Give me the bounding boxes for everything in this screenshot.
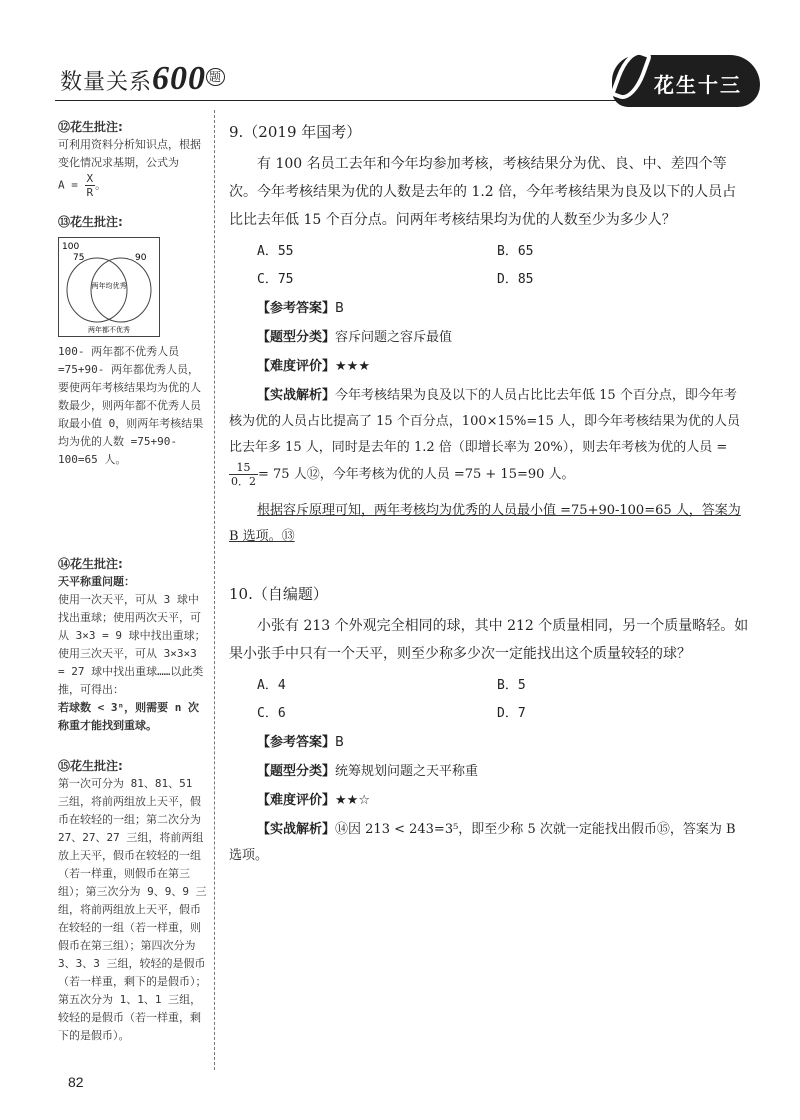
- difficulty-stars: ★★☆: [335, 793, 370, 808]
- note-title: ⑫花生批注:: [58, 120, 123, 134]
- note-subtitle: 天平称重问题：: [58, 575, 135, 588]
- answer-line: 【参考答案】B: [257, 735, 344, 750]
- note-text: 可利用资料分析知识点，根据变化情况求基期，公式为: [58, 138, 201, 169]
- venn-intersection-label: 两年均优秀: [91, 282, 127, 290]
- option-d: D．7: [497, 706, 526, 721]
- note-text: 第一次可分为 81、81、51 三组，将前两组放上天平，假币在较轻的一组；第二次分为 27、27、27 三组，将前两组放上天平，假币在较轻的一组（若一样重，则假币在第三组）；第三次分为 9、9、9 三组，将前两组放上天平，假币在较轻的一组（若一样重，则假币在第三组）；第四次分为 3、3、3 三组，较轻的是假币（若一样重，剩下的是假币）；第五次分为 1、1、1 三组，较轻的是假币（若一样重，剩下的是假币）。: [58, 777, 207, 1042]
- sidebar-notes: [58, 118, 208, 1045]
- note-bold-text: 若球数 < 3ⁿ，则需要 n 次称重才能找到重球。: [58, 701, 199, 732]
- venn-right-label: 90: [135, 253, 147, 263]
- option-b: B．65: [497, 244, 534, 259]
- option-b: B．5: [497, 678, 526, 693]
- option-d: D．85: [497, 272, 534, 287]
- question-10: [229, 580, 749, 869]
- option-c: C．6: [257, 706, 286, 721]
- analysis: 【实战解析】今年考核结果为良及以下的人员占比比去年低 15 个百分点，即今年考核为优的人员占比提高了 15 个百分点，100×15%=15 人，即今年考核结果为优的人员比去年多 15 人，同时是去年的 1.2 倍（即增长率为 20%），则去年考核为优的人员 = $\frac{15}{0.2}$ = 75 人⑫，今年考核为优的人员 =75 + 15=90 人。: [229, 388, 740, 488]
- option-c: C．75: [257, 272, 294, 287]
- fraction: $\frac{15}{0.2}$: [231, 461, 256, 488]
- note-13: [58, 213, 208, 469]
- title-prefix: 数量关系: [60, 70, 153, 95]
- note-text: 使用一次天平，可从 3 球中找出重球；使用两次天平，可从 3×3 = 9 球中找出重球；使用三次天平，可从 3×3×3 = 27 球中找出重球……以此类推，可得出：: [58, 593, 206, 696]
- note-title: ⑮花生批注:: [58, 759, 123, 773]
- option-a: A．4: [257, 678, 286, 693]
- note-title: ⑭花生批注:: [58, 557, 123, 571]
- type-line: 【题型分类】统筹规划问题之天平称重: [257, 764, 479, 779]
- venn-left-circle: [67, 258, 127, 322]
- note-12: [58, 118, 208, 199]
- analysis: 【实战解析】⑭因 213 < 243=3⁵，即至少称 5 次就一定能找出假币⑮，答案为 B 选项。: [229, 822, 736, 863]
- logo-text: 花生十三: [654, 73, 742, 97]
- venn-diagram: [58, 237, 160, 337]
- venn-right-circle: [91, 258, 151, 322]
- note-title: ⑬花生批注:: [58, 215, 123, 229]
- header-divider: [55, 100, 710, 101]
- options: [229, 672, 749, 728]
- difficulty-stars: ★★★: [335, 359, 370, 374]
- main-content: [229, 118, 749, 871]
- question-9: [229, 118, 749, 550]
- page-number: 82: [68, 1074, 84, 1090]
- formula: A = $\frac{X}{R}$ 。: [58, 172, 107, 199]
- options: [229, 238, 749, 294]
- brand-logo: [612, 55, 760, 107]
- option-a: A．55: [257, 244, 294, 259]
- analysis-conclusion: 根据容斥原理可知，两年考核均为优秀的人员最小值 =75+90-100=65 人，答案为 B 选项。⑬: [229, 503, 741, 544]
- title-number: 600: [152, 60, 207, 97]
- question-stem: 小张有 213 个外观完全相同的球，其中 212 个质量相同，另一个质量略轻。如果小张手中只有一个天平，则至少称多少次一定能找出这个质量较轻的球？: [229, 618, 749, 662]
- note-15: [58, 757, 208, 1045]
- question-title: 10.（自编题）: [229, 585, 328, 603]
- column-divider: [214, 110, 215, 1070]
- header-title: [60, 60, 225, 98]
- difficulty-line: 【难度评价】★★☆: [257, 793, 370, 808]
- venn-outside-label: 两年都不优秀: [88, 326, 130, 334]
- type-line: 【题型分类】容斥问题之容斥最值: [257, 330, 453, 345]
- venn-left-label: 75: [73, 253, 85, 263]
- fraction: $\frac{X}{R}$: [86, 172, 94, 199]
- venn-total: 100: [62, 242, 80, 252]
- note-text: 100- 两年都不优秀人员 =75+90- 两年都优秀人员，要使两年考核结果均为优的人数最少，则两年都不优秀人员取最小值 0，则两年考核结果均为优的人数 =75+90-100=65 人。: [58, 345, 204, 466]
- note-14: [58, 555, 208, 735]
- title-suffix: 题: [206, 68, 225, 86]
- leaf-icon: [610, 46, 652, 104]
- answer-line: 【参考答案】B: [257, 301, 344, 316]
- question-stem: 有 100 名员工去年和今年均参加考核，考核结果分为优、良、中、差四个等次。今年考核结果为优的人数是去年的 1.2 倍，今年考核结果为良及以下的人员占比比去年低 15 个百分点。问两年考核结果均为优的人数至少为多少人？: [229, 156, 737, 228]
- question-title: 9.（2019 年国考）: [229, 123, 362, 141]
- difficulty-line: 【难度评价】★★★: [257, 359, 370, 374]
